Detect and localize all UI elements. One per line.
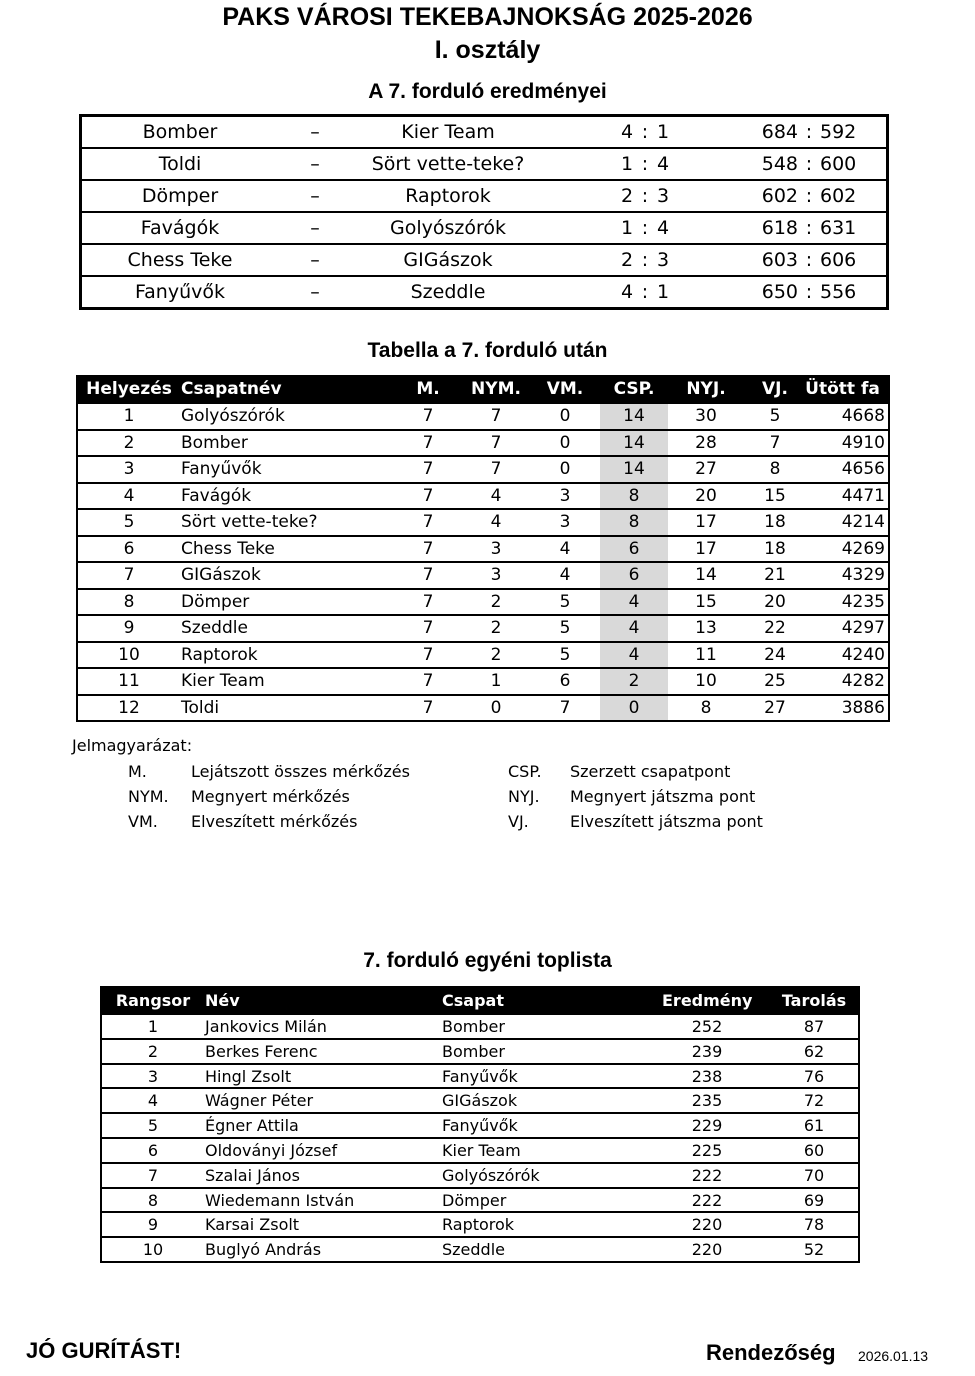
- result-row: [82, 213, 886, 245]
- home-score: 4: [620, 121, 634, 143]
- lost: 3: [559, 512, 571, 532]
- sets-won: 15: [695, 591, 717, 612]
- played: 7: [422, 618, 434, 638]
- sets-lost: 8: [769, 459, 781, 479]
- won: 3: [490, 565, 502, 585]
- player-result: 238: [691, 1066, 723, 1086]
- legend-abbr: VM.: [128, 812, 158, 831]
- away-score: 1: [656, 281, 670, 303]
- pins: 4656: [841, 459, 885, 479]
- player-name: Berkes Ferenc: [205, 1041, 318, 1061]
- player-result: 220: [691, 1215, 723, 1235]
- rank: 9: [147, 1215, 159, 1235]
- player-clearance: 60: [803, 1140, 825, 1160]
- player-name: Wiedemann István: [205, 1190, 355, 1210]
- home-team: Favágók: [140, 217, 220, 239]
- team-points: 8: [628, 485, 640, 506]
- legend-abbr: NYJ.: [508, 787, 540, 806]
- header-team-points: CSP.: [613, 379, 655, 399]
- player-name: Szalai János: [205, 1165, 300, 1185]
- player-result: 252: [691, 1017, 723, 1036]
- player-team: GIGászok: [442, 1091, 518, 1111]
- pins-colon: :: [805, 249, 813, 271]
- away-score: 3: [656, 249, 670, 271]
- away-pins: 592: [820, 121, 857, 143]
- sets-lost: 7: [769, 432, 781, 453]
- team-points: 4: [628, 618, 640, 638]
- team-points: 4: [628, 591, 640, 612]
- sets-won: 27: [695, 459, 717, 479]
- result-row: [82, 117, 886, 149]
- standings-row: [78, 508, 888, 535]
- team-name: Fanyűvők: [181, 459, 262, 479]
- toplist-row: [102, 1063, 858, 1088]
- player-name: Égner Attila: [205, 1116, 299, 1136]
- team-name: Bomber: [181, 432, 248, 453]
- standings-row: [78, 694, 888, 721]
- team-points: 14: [623, 406, 645, 426]
- player-result: 239: [691, 1041, 723, 1061]
- dash: –: [310, 281, 320, 303]
- played: 7: [422, 697, 434, 718]
- header-team: Csapat: [442, 991, 504, 1010]
- position: 12: [118, 697, 140, 718]
- away-score: 4: [656, 153, 670, 175]
- sets-won: 30: [695, 406, 717, 426]
- legend-desc: Elveszített mérkőzés: [191, 812, 358, 831]
- player-clearance: 61: [803, 1116, 825, 1136]
- player-name: Hingl Zsolt: [205, 1066, 292, 1086]
- lost: 4: [559, 538, 571, 559]
- home-pins: 548: [761, 153, 798, 175]
- player-team: Fanyűvők: [442, 1116, 518, 1136]
- standings-row: [78, 535, 888, 562]
- dash: –: [310, 153, 320, 175]
- home-score: 4: [620, 281, 634, 303]
- position: 8: [123, 591, 135, 612]
- home-pins: 618: [761, 217, 798, 239]
- player-team: Kier Team: [442, 1140, 521, 1160]
- home-team: Bomber: [142, 121, 218, 143]
- team-name: Golyószórók: [181, 406, 285, 426]
- won: 3: [490, 538, 502, 559]
- won: 0: [490, 697, 502, 718]
- player-name: Jankovics Milán: [205, 1017, 327, 1036]
- won: 2: [490, 644, 502, 665]
- dash: –: [310, 185, 320, 207]
- pins: 4214: [841, 512, 885, 532]
- header-position: Helyezés: [86, 379, 172, 399]
- standings-row: [78, 482, 888, 509]
- played: 7: [422, 485, 434, 506]
- position: 5: [123, 512, 135, 532]
- player-name: Karsai Zsolt: [205, 1215, 300, 1235]
- header-name: Név: [205, 991, 240, 1010]
- legend-abbr: CSP.: [508, 762, 542, 781]
- team-name: Kier Team: [181, 671, 265, 691]
- standings-table: [76, 375, 890, 722]
- sets-lost: 5: [769, 406, 781, 426]
- sets-lost: 21: [764, 565, 786, 585]
- team-name: Toldi: [181, 697, 220, 718]
- sets-lost: 27: [764, 697, 786, 718]
- header-pins: Ütött fa: [805, 379, 880, 399]
- team-points: 8: [628, 512, 640, 532]
- sets-lost: 15: [764, 485, 786, 506]
- player-name: Wágner Péter: [205, 1091, 314, 1111]
- team-points: 6: [628, 565, 640, 585]
- results-table: [79, 114, 889, 310]
- legend-abbr: M.: [128, 762, 147, 781]
- away-pins: 631: [820, 217, 857, 239]
- position: 4: [123, 485, 135, 506]
- played: 7: [422, 406, 434, 426]
- pins-colon: :: [805, 121, 813, 143]
- team-name: Sört vette-teke?: [181, 512, 318, 532]
- sets-won: 17: [695, 512, 717, 532]
- result-row: [82, 277, 886, 307]
- home-score: 2: [620, 249, 634, 271]
- toplist-row: [102, 1187, 858, 1212]
- team-name: Raptorok: [181, 644, 258, 665]
- lost: 7: [559, 697, 571, 718]
- won: 2: [490, 618, 502, 638]
- legend-desc: Megnyert játszma pont: [570, 787, 756, 806]
- played: 7: [422, 565, 434, 585]
- toplist-title: 7. forduló egyéni toplista: [363, 949, 612, 972]
- standings-row: [78, 561, 888, 588]
- team-points: 2: [628, 671, 640, 691]
- rank: 6: [147, 1140, 159, 1160]
- away-team: Golyószórók: [389, 217, 506, 239]
- legend-title: Jelmagyarázat:: [72, 736, 193, 755]
- pins: 4297: [841, 618, 885, 638]
- footer-greeting: JÓ GURÍTÁST!: [26, 1338, 182, 1363]
- player-result: 222: [691, 1165, 723, 1185]
- won: 7: [490, 459, 502, 479]
- player-clearance: 78: [803, 1215, 825, 1235]
- division-title: I. osztály: [434, 36, 541, 64]
- standings-row: [78, 641, 888, 668]
- team-points: 14: [623, 432, 645, 453]
- player-team: Szeddle: [442, 1240, 505, 1260]
- sets-lost: 18: [764, 538, 786, 559]
- player-team: Dömper: [442, 1190, 507, 1210]
- position: 1: [123, 406, 135, 426]
- rank: 5: [147, 1116, 159, 1136]
- away-score: 1: [656, 121, 670, 143]
- header-rank: Rangsor: [115, 991, 191, 1010]
- home-score: 2: [620, 185, 634, 207]
- player-clearance: 69: [803, 1190, 825, 1210]
- pins: 4471: [841, 485, 885, 506]
- toplist-row: [102, 1236, 858, 1261]
- standings-title: Tabella a 7. forduló után: [367, 339, 608, 362]
- player-clearance: 76: [803, 1066, 825, 1086]
- lost: 3: [559, 485, 571, 506]
- sets-lost: 18: [764, 512, 786, 532]
- pins: 4235: [841, 591, 885, 612]
- home-score: 1: [620, 217, 634, 239]
- rank: 3: [147, 1066, 159, 1086]
- score-colon: :: [641, 217, 649, 239]
- team-name: Szeddle: [181, 618, 248, 638]
- away-team: Kier Team: [401, 121, 495, 143]
- player-result: 225: [691, 1140, 723, 1160]
- played: 7: [422, 512, 434, 532]
- position: 2: [123, 432, 135, 453]
- legend: [72, 736, 892, 836]
- player-result: 229: [691, 1116, 723, 1136]
- away-pins: 606: [820, 249, 857, 271]
- sets-lost: 22: [764, 618, 786, 638]
- away-team: GIGászok: [403, 249, 493, 271]
- away-pins: 602: [820, 185, 857, 207]
- footer-organizer: Rendezőség: [706, 1340, 836, 1365]
- played: 7: [422, 644, 434, 665]
- played: 7: [422, 538, 434, 559]
- rank: 2: [147, 1041, 159, 1061]
- score-colon: :: [641, 185, 649, 207]
- result-row: [82, 181, 886, 213]
- sets-won: 17: [695, 538, 717, 559]
- won: 4: [490, 485, 502, 506]
- player-clearance: 62: [803, 1041, 825, 1061]
- sets-won: 20: [695, 485, 717, 506]
- sets-lost: 20: [764, 591, 786, 612]
- rank: 1: [147, 1017, 159, 1036]
- team-name: Dömper: [181, 591, 250, 612]
- pins-colon: :: [805, 185, 813, 207]
- toplist-row: [102, 1087, 858, 1112]
- position: 9: [123, 618, 135, 638]
- position: 10: [118, 644, 140, 665]
- rank: 10: [142, 1240, 164, 1260]
- pins-colon: :: [805, 281, 813, 303]
- results-title: A 7. forduló eredményei: [368, 80, 607, 103]
- legend-desc: Megnyert mérkőzés: [191, 787, 350, 806]
- sets-won: 14: [695, 565, 717, 585]
- home-team: Toldi: [158, 153, 202, 175]
- team-name: Favágók: [181, 485, 252, 506]
- dash: –: [310, 249, 320, 271]
- header-won: NYM.: [471, 379, 521, 399]
- pins: 4668: [841, 406, 885, 426]
- standings-row: [78, 614, 888, 641]
- pins: 3886: [841, 697, 885, 718]
- away-team: Sört vette-teke?: [371, 153, 525, 175]
- player-name: Oldoványi József: [205, 1140, 338, 1160]
- player-result: 222: [691, 1190, 723, 1210]
- player-team: Golyószórók: [442, 1165, 540, 1185]
- header-lost: VM.: [546, 379, 584, 399]
- away-pins: 600: [820, 153, 857, 175]
- player-clearance: 70: [803, 1165, 825, 1185]
- pins: 4240: [841, 644, 885, 665]
- player-team: Raptorok: [442, 1215, 515, 1235]
- won: 2: [490, 591, 502, 612]
- player-clearance: 87: [803, 1017, 825, 1036]
- lost: 6: [559, 671, 571, 691]
- position: 7: [123, 565, 135, 585]
- won: 7: [490, 432, 502, 453]
- header-result: Eredmény: [662, 991, 753, 1010]
- position: 11: [118, 671, 140, 691]
- sets-won: 11: [695, 644, 717, 665]
- toplist-row: [102, 1211, 858, 1236]
- toplist-row: [102, 1162, 858, 1187]
- page-title: PAKS VÁROSI TEKEBAJNOKSÁG 2025-2026: [222, 3, 753, 31]
- team-points: 4: [628, 644, 640, 665]
- played: 7: [422, 432, 434, 453]
- played: 7: [422, 671, 434, 691]
- toplist-row: [102, 1038, 858, 1063]
- legend-abbr: VJ.: [508, 812, 529, 831]
- won: 1: [490, 671, 502, 691]
- played: 7: [422, 591, 434, 612]
- lost: 0: [559, 406, 571, 426]
- team-points: 0: [628, 697, 640, 718]
- player-clearance: 72: [803, 1091, 825, 1111]
- rank: 4: [147, 1091, 159, 1111]
- sets-won: 8: [700, 697, 712, 718]
- legend-desc: Lejátszott összes mérkőzés: [191, 762, 410, 781]
- pins: 4269: [841, 538, 885, 559]
- home-pins: 603: [761, 249, 798, 271]
- sets-won: 10: [695, 671, 717, 691]
- header-sets-won: NYJ.: [686, 379, 726, 399]
- toplist-header-row: [102, 988, 858, 1013]
- home-pins: 602: [761, 185, 798, 207]
- standings-row: [78, 429, 888, 456]
- player-name: Buglyó András: [205, 1240, 322, 1260]
- position: 3: [123, 459, 135, 479]
- score-colon: :: [641, 249, 649, 271]
- legend-desc: Szerzett csapatpont: [570, 762, 731, 781]
- toplist-row: [102, 1112, 858, 1137]
- player-clearance: 52: [803, 1240, 825, 1260]
- home-score: 1: [620, 153, 634, 175]
- header-sets-lost: VJ.: [762, 379, 788, 399]
- sets-won: 13: [695, 618, 717, 638]
- sets-lost: 24: [764, 644, 786, 665]
- toplist-row: [102, 1013, 858, 1038]
- home-pins: 684: [761, 121, 798, 143]
- away-team: Szeddle: [410, 281, 486, 303]
- dash: –: [310, 121, 320, 143]
- away-pins: 556: [820, 281, 857, 303]
- away-score: 3: [656, 185, 670, 207]
- lost: 0: [559, 459, 571, 479]
- rank: 8: [147, 1190, 159, 1210]
- score-colon: :: [641, 121, 649, 143]
- toplist-row: [102, 1137, 858, 1162]
- home-team: Dömper: [141, 185, 219, 207]
- position: 6: [123, 538, 135, 559]
- away-team: Raptorok: [405, 185, 491, 207]
- sets-lost: 25: [764, 671, 786, 691]
- player-team: Bomber: [442, 1017, 505, 1036]
- team-name: GIGászok: [181, 565, 261, 585]
- pins-colon: :: [805, 217, 813, 239]
- legend-abbr: NYM.: [128, 787, 169, 806]
- lost: 5: [559, 618, 571, 638]
- team-name: Chess Teke: [181, 538, 275, 559]
- player-result: 220: [691, 1240, 723, 1260]
- header-team-name: Csapatnév: [181, 379, 282, 399]
- footer-date: 2026.01.13: [858, 1348, 929, 1364]
- rank: 7: [147, 1165, 159, 1185]
- standings-header-row: [78, 377, 888, 402]
- pins-colon: :: [805, 153, 813, 175]
- won: 4: [490, 512, 502, 532]
- home-team: Chess Teke: [127, 249, 233, 271]
- standings-row: [78, 455, 888, 482]
- home-team: Fanyűvők: [134, 281, 226, 303]
- player-result: 235: [691, 1091, 723, 1111]
- score-colon: :: [641, 153, 649, 175]
- legend-desc: Elveszített játszma pont: [570, 812, 763, 831]
- result-row: [82, 245, 886, 277]
- standings-row: [78, 588, 888, 615]
- won: 7: [490, 406, 502, 426]
- sets-won: 28: [695, 432, 717, 453]
- lost: 0: [559, 432, 571, 453]
- standings-row: [78, 402, 888, 429]
- dash: –: [310, 217, 320, 239]
- player-team: Bomber: [442, 1041, 505, 1061]
- header-played: M.: [416, 379, 440, 399]
- header-clearance: Tarolás: [781, 991, 847, 1010]
- toplist-table: [100, 986, 860, 1263]
- away-score: 4: [656, 217, 670, 239]
- pins: 4282: [841, 671, 885, 691]
- lost: 5: [559, 644, 571, 665]
- home-pins: 650: [761, 281, 798, 303]
- result-row: [82, 149, 886, 181]
- played: 7: [422, 459, 434, 479]
- lost: 4: [559, 565, 571, 585]
- score-colon: :: [641, 281, 649, 303]
- pins: 4329: [841, 565, 885, 585]
- team-points: 14: [623, 459, 645, 479]
- lost: 5: [559, 591, 571, 612]
- team-points: 6: [628, 538, 640, 559]
- player-team: Fanyűvők: [442, 1066, 518, 1086]
- pins: 4910: [841, 432, 885, 453]
- standings-row: [78, 667, 888, 694]
